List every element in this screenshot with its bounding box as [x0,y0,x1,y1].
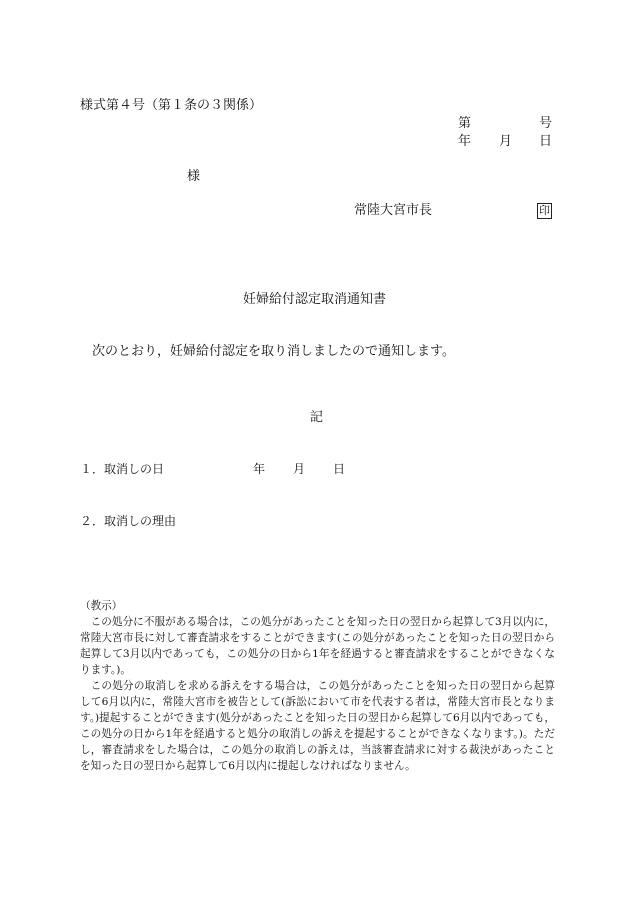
issuer-name: 常陸大宮市長 [354,203,433,218]
date-month: 月 [499,134,513,149]
instruction-notes [80,598,555,774]
number-prefix: 第 [458,116,472,131]
intro-text: 次のとおり，妊婦給付認定を取り消しましたので通知します。 [92,344,455,359]
seal-mark [537,199,552,219]
item1-label: １．取消しの日 [80,462,165,476]
ki-heading: 記 [310,410,324,425]
notes-paragraph-2: この処分の取消しを求める訴えをする場合は，この処分があったことを知った日の翌日から起算して6月以内に，常陸大宮市を被告として(訴訟において市を代表する者は，常陸大宮市長となります。)提起することができます(処分があったことを知った日の翌日から起算して6月以内であっても，この処分の日から1年を経過すると処分の取消しの訴えを提起することができなくなります。)。ただし，審査請求をした場合は，この処分の取消しの訴えは，当該審査請求に対する裁決があったことを知った日の翌日から起算して6月以内に提起しなければなりません。 [80,680,555,772]
item1-month: 月 [293,462,306,476]
item1-day: 日 [333,462,346,476]
notes-paragraph-1: この処分に不服がある場合は，この処分があったことを知った日の翌日から起算して3月以内に，常陸大宮市長に対して審査請求をすることができます(この処分があったことを知った日の翌日から起算して3月以内であっても，この処分の日から1年を経過すると審査請求をすることができなくなります。)。 [80,616,555,676]
seal-text: 印 [539,204,550,217]
item1-year: 年 [253,462,266,476]
addressee-suffix: 様 [187,169,201,184]
date-year: 年 [458,134,472,149]
number-suffix: 号 [539,116,553,131]
document-title: 妊婦給付認定取消通知書 [243,292,387,307]
notes-heading: （教示） [80,600,123,612]
item2-label: ２．取消しの理由 [80,514,177,528]
date-day: 日 [539,134,553,149]
form-label: 様式第４号（第１条の３関係） [80,98,263,113]
